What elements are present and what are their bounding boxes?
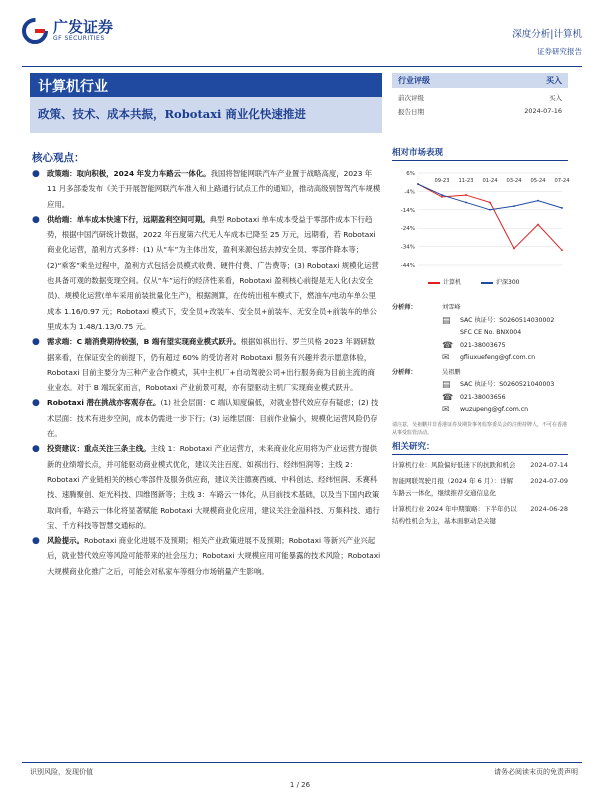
analyst-phone: 021-38003656 [460,393,506,401]
previous-rating-row [392,93,568,102]
analyst-email-row [392,404,568,417]
y-tick-label: -14% [400,207,415,214]
analyst-sac: SAC 执证号：S0260514030002 [460,316,555,324]
legend-item-hs300 [481,277,519,286]
bullet-text: 典型 Robotaxi 单车成本受益于零部件成本下行趋势，根据中国汽研统计数据，2022 年百度第六代无人车成本已降至 25 万元，远期看，若 Robotaxi 商业化运营，盈利方式多样：(1) 从“车”为主体出发，盈利来源包括去掉安全员、零部件降本等；(2)“乘客”乘坐过程中，盈利方式包括会员模式收费、硬件付费、广告费等；(3) Robotaxi 规模化运营也具备可观的数据变现空间。仅从“车”运行的经济性来看，Robotaxi 盈利核心前提是无人化(去安全员)、规模化运营(单车采用前装批量化生产)，根据测算，在传统出租车模式下，燃油车/电动车单公里成本 1.16/0.97 元；Robotaxi 模式下，安全员+改装车、安全员+前装车、无安全员+前装车的单公里成本为 1.48/1.13/0.75 元。 [47,214,379,331]
email-icon: ✉ [442,353,450,363]
data-point [537,200,539,202]
bullet-policy [30,166,382,212]
report-headline: 政策、技术、成本共振，Robotaxi 商业化快速推进 [38,107,306,121]
analyst-name-row [392,367,568,380]
analyst-label: 分析师： [392,368,417,376]
bullet-text: (1) 社会层面：C 端认知度偏低，对就业替代效应存有疑虑；(2) 技术层面：技术有进步空间，成本仍需进一步下行；(3) 运维层面：目前作业偏小，规模化运营风险仍存在。 [47,398,379,439]
y-tick-label: -44% [400,263,415,269]
legend-label: 沪深300 [496,279,520,286]
analyst-sac-row [392,315,568,328]
bullet-supply [30,212,382,334]
y-tick-label: -4% [404,189,415,196]
bullet-dot-icon: ● [32,536,40,547]
bullet-demand [30,334,382,395]
bullet-text: 我国将智能网联汽车产业置于战略高度，2023 年 11 月多部委发布《关于开展智能网联汽车准入和上路通行试点工作的通知》，推动高级别智驾汽车规模应用。 [47,169,381,209]
related-item-date: 2024-06-28 [530,504,568,513]
phone-icon: ☎ [442,392,454,403]
bullet-dot-icon: ● [32,214,40,225]
data-point [561,207,563,209]
previous-rating-value: 买入 [549,94,562,102]
logo-name-cn: 广发证券 [53,18,114,36]
market-performance-title: 相对市场表现 [392,148,444,158]
data-point [489,202,491,204]
bullet-dot-icon: ● [32,398,40,409]
analyst-sfc-row [392,327,568,340]
report-category: 深度分析|计算机 [512,29,582,40]
analyst-name: 吴祖鹏 [442,368,461,376]
y-tick-label: -34% [400,244,415,251]
analyst-contacts [392,302,568,437]
report-date-row [392,107,568,116]
section-divider [392,454,568,455]
report-type: 证券研究报告 [537,47,582,56]
x-tick-label: 01-24 [482,178,498,185]
related-research [392,440,568,531]
data-point [513,248,515,250]
x-tick-label: 03-24 [506,178,522,185]
data-point [465,194,467,196]
data-point [537,224,539,226]
analyst-email[interactable]: wuzupeng@gf.com.cn [460,406,529,413]
data-point [561,249,563,251]
related-item-title: 计算机行业 2024 年中期策略：下半年仍以结构性机会为主，基本面驱动是关键 [392,504,517,525]
bullet-text: Robotaxi 商业化进展不及预期；相关产业政策进展不及预期；Robotaxi 等新兴产业兴起后，就业替代效应等风险可能带来的社会压力；Robotaxi 大规模应用可能暴露的技术风险；Robotaxi 大规模商业化推广之后，可能会对私家车等细分市场销量产生影响。 [47,536,381,576]
y-tick-label: 6% [406,171,415,177]
core-views-title: 核心观点： [32,152,85,164]
analyst-label: 分析师： [392,304,417,311]
related-item[interactable] [392,475,568,500]
bullet-lead: 风险提示。 [47,536,84,546]
analyst-sac-row [392,379,568,392]
analyst-name: 刘雪峰 [442,304,461,311]
analyst-phone-row [392,340,568,353]
bullet-challenges [30,395,382,441]
x-tick-label: 05-24 [530,178,546,185]
phone-icon: ☎ [442,340,454,351]
x-tick-label: 11-23 [458,178,474,185]
data-point [441,196,443,198]
analyst-phone-row [392,392,568,405]
series-line-hs300 [418,184,562,210]
x-tick-label: 09-23 [434,178,450,185]
data-point [465,202,467,204]
related-research-title: 相关研究： [392,442,435,452]
rating-box [392,73,568,116]
data-point [417,183,419,185]
analyst-sfc: SFC CE No. BNX004 [460,329,522,336]
analyst-name-row [392,302,568,315]
footer-divider [22,762,582,763]
analyst-phone: 021-38003675 [460,341,506,349]
analyst-email-row [392,352,568,365]
bullet-lead: 供给端：单车成本快速下行，远期盈利空间可期。 [47,214,210,224]
related-item-title: 计算机行业：风险偏好低迷下的抗跌和机会 [392,461,516,469]
bullet-text: 主线 1：Robotaxi 产业运营方，未来商业化应用将为产业运营方提供新的业绩增长点，并可能驱动商业模式优化，建议关注百度、如祺出行、经纬恒润等；主线 2：Robotaxi 产业链相关的核心零部件及服务供应商，建议关注德赛西威、中科创达、经纬恒润、禾赛科技、速腾聚创、炬光科技、四维图新等；主线 3：车路云一体化，从目前技术基础，以及当下国内政策取向看，车路云一体化将显著赋能 Robotaxi 大规模商业化应用，建议关注金溢科技、万集科技、通行宝、千方科技等智慧交通标的。 [47,444,380,530]
footer-slogan: 识别风险，发现价值 [30,768,93,776]
logo-name-en: GF SECURITIES [53,35,105,42]
report-date-value: 2024-07-16 [524,107,562,115]
bullet-risks [30,533,382,579]
y-tick-label: -24% [400,226,415,233]
performance-chart-svg [392,165,568,277]
previous-rating-label: 前次评级 [398,94,424,102]
report-date-label: 报告日期 [398,108,424,116]
bullet-dot-icon: ● [32,444,40,455]
company-logo [22,18,113,44]
related-item-date: 2024-07-14 [530,461,568,469]
legend-label: 计算机 [443,279,462,286]
relative-performance-chart [392,165,568,277]
related-item[interactable] [392,503,568,528]
related-item-date: 2024-07-09 [530,476,568,485]
rating-value: 买入 [546,76,562,85]
data-point [489,209,491,211]
rating-title: 行业评级 [398,76,430,85]
related-item-title: 智能网联驾驶月报（2024 年 6 月）：详解车路云一体化，继续推荐交通信息化 [392,476,514,497]
bullet-lead: 需求端：C 端消费期待较强，B 端有望实现商业模式跃升。 [47,337,241,347]
related-item[interactable] [392,459,568,472]
bullet-investment [30,441,382,533]
bullet-dot-icon: ● [32,337,40,348]
analyst-disclaimer: 请注意，吴祖鹏并非香港证券及期货事务监察委员会的注册持牌人，不可在香港从事受监管活动。 [392,421,568,436]
report-header [512,26,582,57]
analyst-email[interactable]: gfliuxuefeng@gf.com.cn [460,354,536,361]
page-number: 1 / 26 [289,781,311,789]
x-tick-label: 07-24 [554,178,570,185]
core-views-body [30,166,382,579]
bullet-dot-icon: ● [32,169,40,179]
footer-disclaimer-note: 请务必阅读末页的免责声明 [494,768,578,776]
title-banner [30,73,382,133]
bullet-lead: 政策端：取向积极，2024 年发力车路云一体化。 [47,169,211,178]
email-icon: ✉ [442,405,450,415]
id-card-icon: ▤ [442,380,451,390]
bullet-lead: 投资建议：重点关注三条主线。 [47,444,151,454]
chart-legend [392,277,568,286]
section-divider [392,160,568,161]
data-point [513,205,515,207]
bullet-text: 根据如祺出行、罗兰贝格 2023 年调研数据来看，在保证安全的前提下，仍有超过 60% 的受访者对 Robotaxi 服务有兴趣并表示愿意体验，Robotaxi 目前主要分为三种产业合作模式，其中主机厂+自动驾驶公司+出行服务商为目前主流的商业业态。对于 B 端玩家而言，Robotaxi 产业前景可观，亦有望驱动主机厂实现商业模式跃升。 [47,337,375,393]
rating-header [392,73,568,88]
id-card-icon: ▤ [442,315,451,326]
legend-item-computer [428,277,461,286]
right-column [392,146,568,437]
header-divider [22,66,582,67]
gf-logo-icon [22,18,48,44]
data-point [441,194,443,196]
industry-title: 计算机行业 [30,73,382,97]
bullet-lead: Robotaxi 潜在挑战亦客观存在。 [47,398,161,408]
analyst-sac: SAC 执证号：S0260521040003 [460,381,555,388]
